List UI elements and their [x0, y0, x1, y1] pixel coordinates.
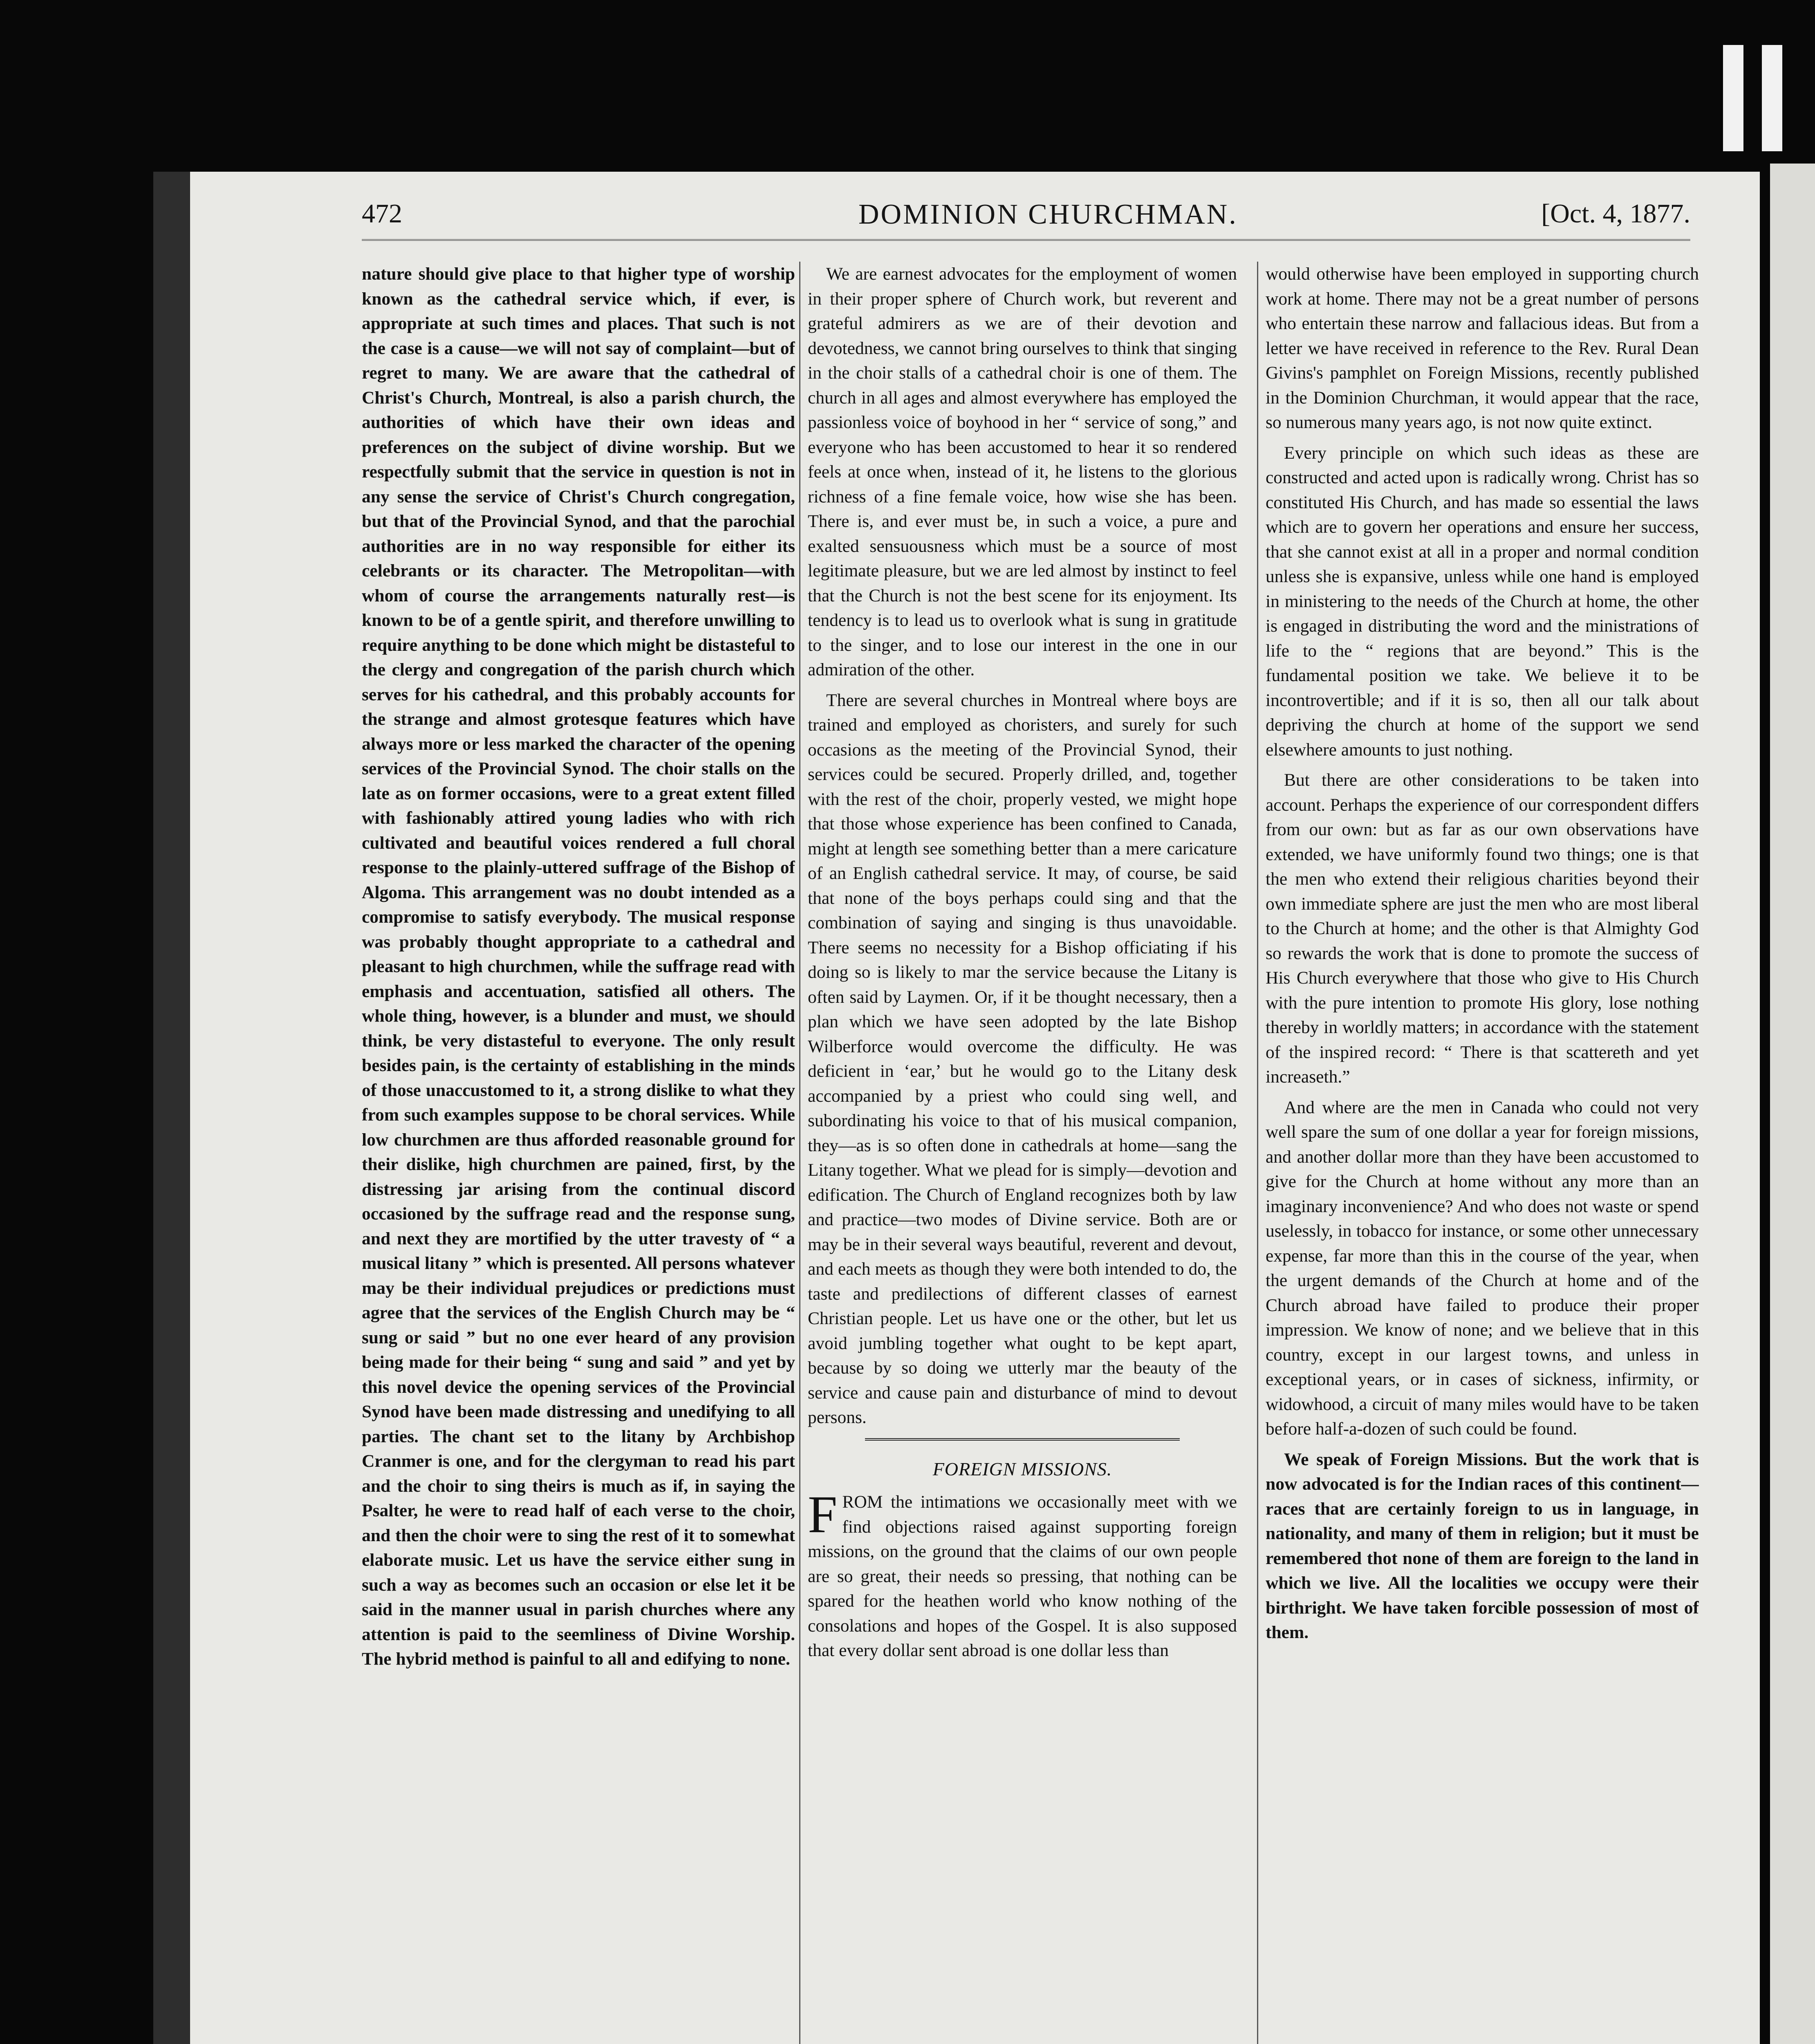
section-divider	[865, 1438, 1180, 1441]
issue-date: [Oct. 4, 1877.	[1541, 199, 1690, 229]
section-heading: FOREIGN MISSIONS.	[932, 1458, 1112, 1479]
article-paragraph: would otherwise have been employed in supporting church work at home. There may not be a great number of persons who entertain these narrow and fallacious ideas. But from a letter we have received in reference to the Rev. Rural Dean Givins's pamphlet on Foreign Missions, recently published in the Dominion Churchman, it would appear that the race, so numerous many years ago, is not now quite extinct.	[1266, 264, 1699, 432]
film-mark-top	[1762, 45, 1782, 151]
column-1	[362, 262, 795, 2044]
article-paragraph: There are several churches in Montreal where boys are trained and employed as choristers, and surely for such occasions as the meeting of the Provincial Synod, their services could be secured. Properly drilled, and, together with the rest of the choir, properly vested, we might hope that those whose experience has been confined to Canada, might at length see something better than a mere caricature of an English cathedral service. It may, of course, be said that none of the boys perhaps could sing and that the combination of saying and singing is thus unavoidable. There seems no necessity for a Bishop officiating if his doing so is likely to mar the service because the Litany is often said by Laymen. Or, if it be thought necessary, then a plan which we have seen adopted by the late Bishop Wilberforce would overcome the difficulty. He was deficient in ‘ear,’ but he would go to the Litany desk accompanied by a priest who could sing well, and subordinating his voice to that of his musical companion, they—as is so often done in cathedrals at home—sang the Litany together. What we plead for is simply—devotion and edification. The Church of England recognizes both by law and practice—two modes of Divine service. Both are or may be in their several ways beautiful, reverent and devout, and each meets as though they were both intended to do, the taste and predilections of different classes of earnest Christian people. Let us have one or the other, but let us avoid jumbling together what ought to be kept apart, because by so doing we utterly mar the beauty of the service and cause pain and disturbance of mind to devout persons.	[808, 690, 1237, 1427]
adjacent-page-edge	[1770, 164, 1815, 2044]
film-mark-top	[1723, 45, 1743, 151]
article-paragraph: Every principle on which such ideas as these are constructed and acted upon is radically wrong. Christ has so constituted His Church, and has made so essential the laws which are to govern her operations and ensure her success, that she cannot exist at all in a proper and normal condition unless she is expansive, unless while one hand is employed in ministering to the needs of the Church at home, the other is engaged in distributing the word and the ministrations of life to the “ regions that are beyond.” This is the fundamental position we take. We believe it to be incontrovertible; and if it is so, then all our talk about depriving the church at home of the support we send elsewhere amounts to just nothing.	[1266, 443, 1699, 760]
publication-title: DOMINION CHURCHMAN.	[858, 199, 1238, 230]
article-paragraph: We are earnest advocates for the employment of women in their proper sphere of Church work, but reverent and grateful admirers as we are of their devotion and devotedness, we cannot bring ourselves to think that singing in the choir stalls of a cathedral choir is one of them. The church in all ages and almost everywhere has employed the passionless voice of boyhood in her “ service of song,” and everyone who has been accustomed to hear it so rendered feels at once when, instead of it, he listens to the glorious richness of a fine female voice, how wise she has been. There is, and ever must be, in such a voice, a pure and exalted sensuousness which must be a source of most legitimate pleasure, but we are led almost by instinct to feel that the Church is not the best scene for its enjoyment. Its tendency is to lead us to overlook what is sung in gratitude to the singer, and to lose our interest in the one in our admiration of the other.	[808, 264, 1237, 679]
section-paragraph-text: ROM the intimations we occasionally meet with we find objections raised against supporting foreign missions, on the ground that the claims of our own people are so great, their needs so pressing, that nothing can be spared for the heathen world who know nothing of the consolations and hopes of the Gospel. It is also supposed that every dollar sent abroad is one dollar less than	[808, 1492, 1237, 1660]
page-number: 472	[362, 199, 402, 229]
column-3	[1257, 262, 1699, 2044]
article-paragraph: But there are other considerations to be taken into account. Perhaps the experience of our correspondent differs from our own: but as far as our own observations have extended, we have uniformly found two things; one is that the men who extend their religious charities beyond their own immediate sphere are just the men who are most liberal to the Church at home; and the other is that Almighty God so rewards the work that is done to promote the success of His Church everywhere that those who give to His Church with the pure intention to promote His glory, lose nothing thereby in worldly matters; in accordance with the statement of the inspired record: “ There is that scattereth and yet increaseth.”	[1266, 770, 1699, 1087]
column-2	[799, 262, 1237, 2044]
header-rule	[362, 239, 1690, 241]
drop-cap: F	[808, 1485, 838, 1544]
article-paragraph: We speak of Foreign Missions. But the work that is now advocated is for the Indian races of this continent—races that are certainly foreign to us in language, in nationality, and many of them in religion; but it must be remembered thot none of them are foreign to the land in which we live. All the localities we occupy were their birthright. We have taken forcible possession of most of them.	[1266, 1449, 1699, 1642]
article-paragraph	[808, 1485, 1237, 1663]
article-paragraph: And where are the men in Canada who could not very well spare the sum of one dollar a year for foreign missions, and another dollar more than they have been accustomed to give for the Church at home without any more than an imaginary inconvenience? And who does not waste or spend uselessly, in tobacco for instance, or some other unnecessary expense, far more than this in the course of the year, when the urgent demands of the Church at home and of the Church abroad have failed to produce their proper impression. We know of none; and we believe that in this country, except in our largest towns, and unless in exceptional years, or in cases of sickness, infirmity, or widowhood, a circuit of many miles would have to be taken before half-a-dozen of such could be found.	[1266, 1097, 1699, 1439]
article-paragraph: nature should give place to that higher type of worship known as the cathedral service which, if ever, is appropriate at such times and places. That such is not the case is a cause—we will not say of complaint—but of regret to many. We are aware that the cathedral of Christ's Church, Montreal, is also a parish church, the authorities of which have their own ideas and preferences on the subject of divine worship. But we respectfully submit that the service in question is not in any sense the service of Christ's Church congregation, but that of the Provincial Synod, and that the parochial authorities are in no way responsible for either its celebrants or its character. The Metropolitan—with whom of course the arrangements naturally rest—is known to be of a gentle spirit, and therefore unwilling to require anything to be done which might be distasteful to the clergy and congregation of the parish church which serves for his cathedral, and this probably accounts for the strange and almost grotesque features which have always more or less marked the character of the opening services of the Provincial Synod. The choir stalls on the late as on former occasions, were to a great extent filled with fashionably attired young ladies who with rich cultivated and beautiful voices rendered a full choral response to the plainly-uttered suffrage of the Bishop of Algoma. This arrangement was no doubt intended as a compromise to satisfy everybody. The musical response was probably thought appropriate to a cathedral and pleasant to high churchmen, while the suffrage read with emphasis and accentuation, satisfied all others. The whole thing, however, is a blunder and must, we should think, be very distasteful to everyone. The only result besides pain, is the certainty of establishing in the minds of those unaccustomed to it, a strong dislike to what they from such examples suppose to be choral services. While low churchmen are thus afforded reasonable ground for their dislike, high churchmen are pained, first, by the distressing jar arising from the continual discord occasioned by the suffrage read and the response sung, and next they are mortified by the utter travesty of “ a musical litany ” which is presented. All persons whatever may be their individual prejudices or predictions must agree that the services of the English Church may be “ sung or said ” but no one ever heard of any provision being made for their being “ sung and said ” and yet by this novel device the opening services of the Provincial Synod have been made distressing and unedifying to all parties. The chant set to the litany by Archbishop Cranmer is one, and for the clergyman to read his part and the choir to sing theirs is much as if, in saying the Psalter, he were to read half of each verse to the choir, and then the choir were to sing the rest of it to somewhat elaborate music. Let us have the service either sung in such a way as becomes such an occasion or else let it be said in the manner usual in parish churches where any attention is paid to the seemliness of Divine Worship. The hybrid method is painful to all and edifying to none.	[362, 264, 795, 1669]
